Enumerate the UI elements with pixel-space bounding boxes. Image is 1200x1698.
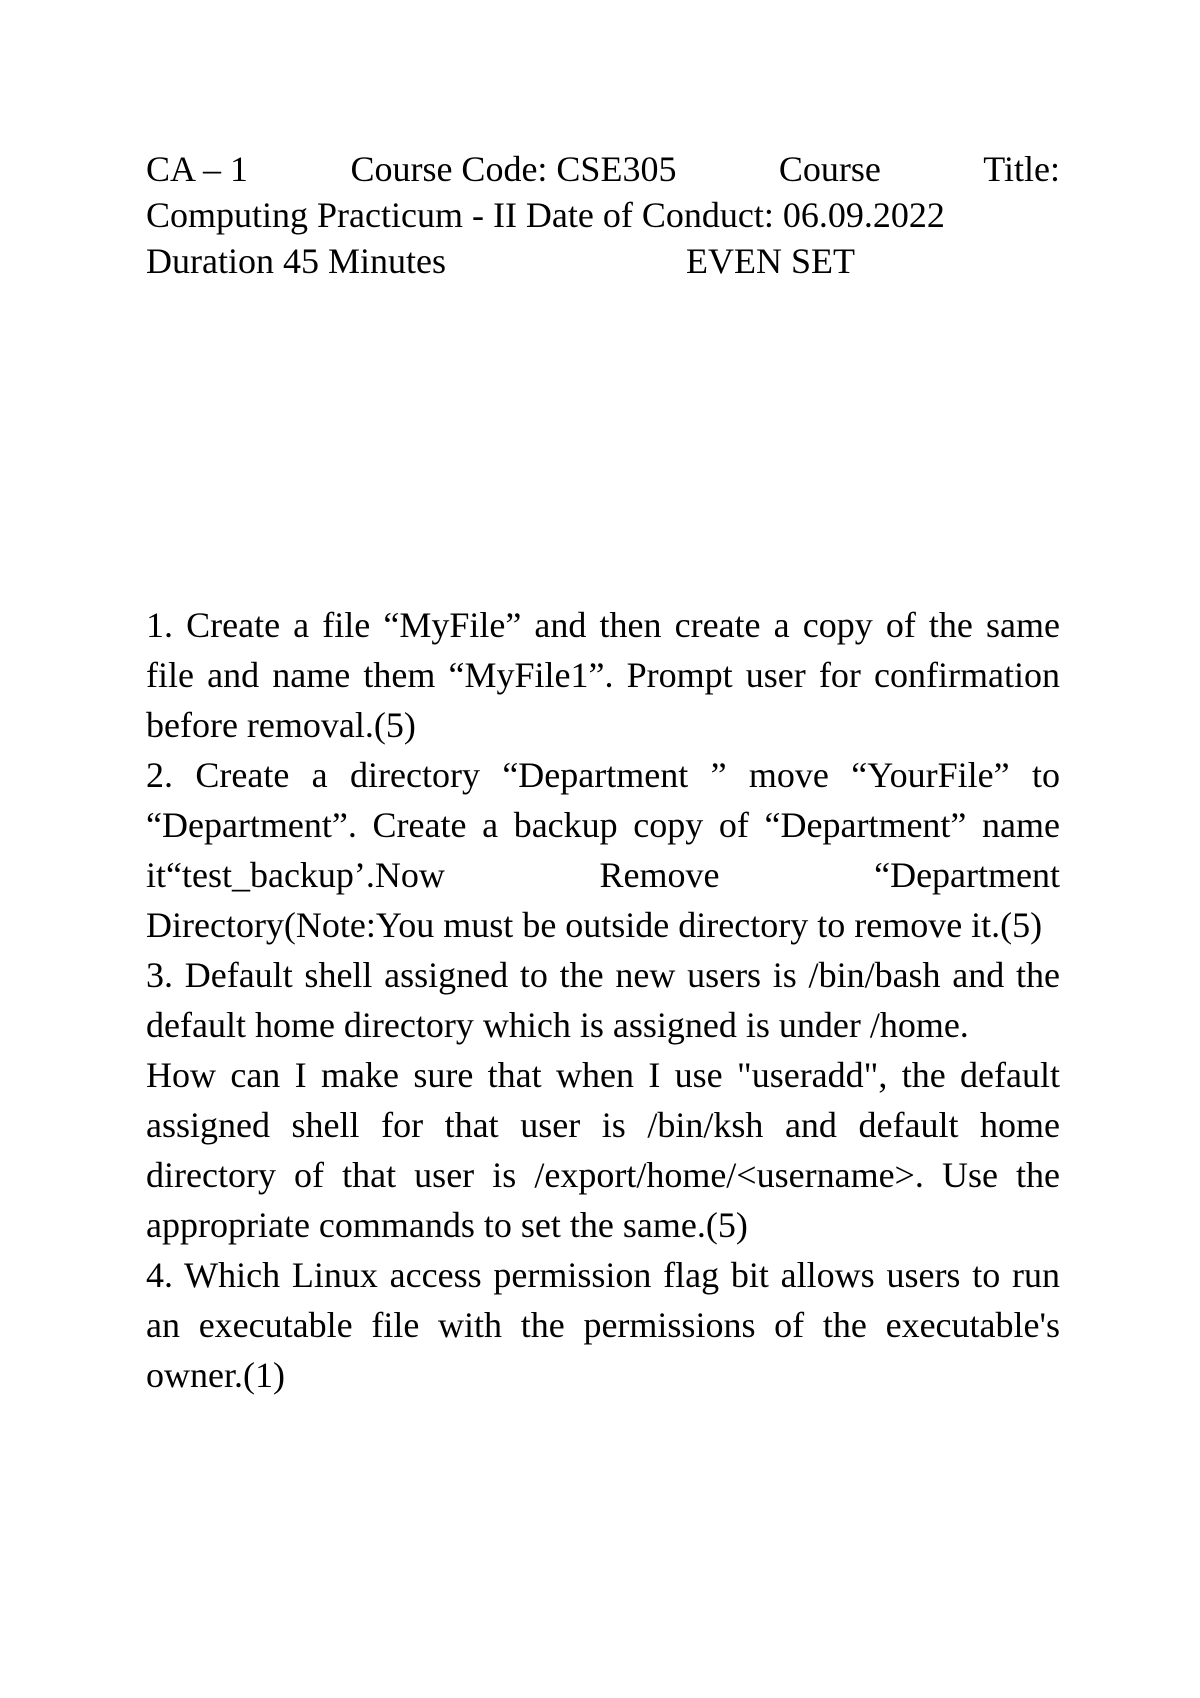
question-3-continued: How can I make sure that when I use "useradd", the default assigned shell for that user is /bin/ksh and default home directory of that user is /export/home/<username>. Use the appropriate commands to set the same.(5) [146, 1055, 1060, 1245]
question-1: 1. Create a file “MyFile” and then create a copy of the same file and name them “MyFile1”. Prompt user for confirmation before removal.(5) [146, 605, 1060, 745]
header-line-2 [146, 192, 1060, 238]
set-label: EVEN SET [686, 241, 855, 281]
question-3: 3. Default shell assigned to the new users is /bin/bash and the default home directory which is assigned is under /home. [146, 955, 1060, 1045]
course-title-label-a: Course [778, 149, 881, 189]
header-line-3 [146, 238, 1060, 284]
course-title-label-b: Title: [983, 149, 1060, 189]
ca-label: CA – 1 [146, 149, 249, 189]
course-title-and-date: Computing Practicum - II Date of Conduct: 06.09.2022 [146, 195, 945, 235]
question-4: 4. Which Linux access permission flag bit allows users to run an executable file with the permissions of the executable's owner.(1) [146, 1255, 1060, 1395]
question-2: 2. Create a directory “Department ” move “YourFile” to “Department”. Create a backup copy of “Department” name it“test_backup’.Now Remove “Department Directory(Note:You must be outside directory to remove it.(5) [146, 755, 1060, 945]
question-list [146, 600, 1060, 1400]
exam-header [146, 146, 1060, 284]
duration: Duration 45 Minutes [146, 241, 446, 281]
header-line-1 [146, 146, 1060, 192]
course-code: Course Code: CSE305 [350, 149, 677, 189]
